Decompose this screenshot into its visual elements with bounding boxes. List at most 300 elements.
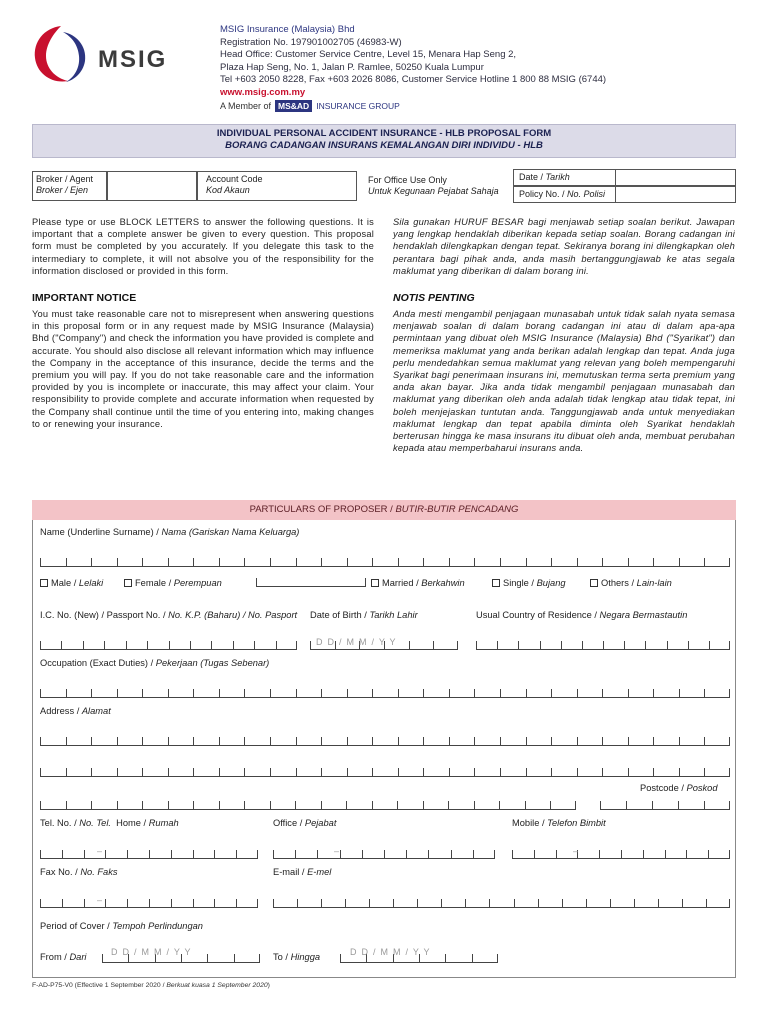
comb-tick: [704, 689, 705, 697]
comb-tick: [372, 737, 373, 745]
to-date-placeholder: D D / M M / Y Y: [350, 947, 430, 957]
comb-tick: [149, 850, 150, 858]
comb-tick: [219, 689, 220, 697]
comb-tick: [514, 899, 515, 907]
comb-tick: [628, 558, 629, 566]
comb-tick: [628, 737, 629, 745]
comb-tick: [190, 641, 191, 649]
comb-tick: [652, 801, 653, 809]
email-label-my: E-mel: [307, 867, 332, 877]
ic-passport-label: [40, 610, 297, 620]
comb-tick: [500, 768, 501, 776]
postcode-label: [640, 783, 718, 793]
comb-tick: [472, 954, 473, 962]
comb-tick: [474, 801, 475, 809]
comb-tick: [372, 768, 373, 776]
comb-tick: [321, 899, 322, 907]
comb-tick: [171, 899, 172, 907]
occupation-input[interactable]: [40, 689, 730, 698]
comb-tick: [40, 689, 41, 697]
comb-tick: [538, 899, 539, 907]
comb-tick: [257, 899, 258, 907]
comb-tick: [551, 768, 552, 776]
comb-tick: [168, 737, 169, 745]
policy-number-label-en: Policy No. /: [519, 189, 568, 199]
name-label-en: Name (Underline Surname) /: [40, 527, 162, 537]
comb-tick: [168, 558, 169, 566]
comb-tick: [686, 850, 687, 858]
comb-tick: [653, 737, 654, 745]
married-label-en: Married /: [382, 578, 422, 588]
country-input[interactable]: [476, 641, 730, 650]
name-label: [40, 527, 299, 537]
important-notice-heading: IMPORTANT NOTICE: [32, 292, 137, 304]
comb-tick: [518, 641, 519, 649]
account-code-label-my: Kod Akaun: [206, 185, 250, 195]
company-details: [220, 24, 606, 99]
comb-tick: [219, 768, 220, 776]
comb-tick: [244, 768, 245, 776]
insurance-group-label: INSURANCE GROUP: [316, 101, 400, 111]
comb-tick: [679, 558, 680, 566]
comb-tick: [91, 801, 92, 809]
comb-tick: [423, 737, 424, 745]
comb-tick: [193, 850, 194, 858]
comb-tick: [61, 641, 62, 649]
comb-tick: [193, 801, 194, 809]
comb-tick: [193, 737, 194, 745]
comb-tick: [398, 768, 399, 776]
comb-tick: [211, 641, 212, 649]
others-label-en: Others /: [601, 578, 637, 588]
comb-tick: [704, 558, 705, 566]
comb-tick: [295, 801, 296, 809]
comb-tick: [602, 558, 603, 566]
comb-tick: [575, 801, 576, 809]
comb-tick: [526, 558, 527, 566]
comb-tick: [193, 689, 194, 697]
mobile-input[interactable]: [512, 850, 730, 859]
comb-tick: [449, 768, 450, 776]
particulars-header-en: PARTICULARS OF PROPOSER /: [249, 504, 396, 515]
dob-label-en: Date of Birth /: [310, 610, 370, 620]
comb-tick: [708, 850, 709, 858]
comb-tick: [345, 899, 346, 907]
gender-female-option[interactable]: [124, 578, 222, 588]
broker-label: [36, 174, 93, 196]
comb-tick: [91, 737, 92, 745]
single-label-en: Single /: [503, 578, 537, 588]
occupation-label-my: Pekerjaan (Tugas Sebenar): [155, 658, 270, 668]
comb-tick: [398, 558, 399, 566]
gender-underline: [256, 578, 366, 587]
ic-label-my: No. K.P. (Baharu) / No. Pasport: [168, 610, 298, 620]
married-checkbox[interactable]: [371, 579, 379, 587]
comb-tick: [244, 737, 245, 745]
comb-tick: [147, 641, 148, 649]
comb-tick: [40, 801, 41, 809]
fax-label-en: Fax No. /: [40, 867, 81, 877]
comb-tick: [624, 641, 625, 649]
occupation-label: [40, 658, 269, 668]
address-label-my: Alamat: [81, 706, 111, 716]
from-label-en: From /: [40, 952, 70, 962]
website-link[interactable]: www.msig.com.my: [220, 86, 306, 98]
comb-tick: [142, 768, 143, 776]
form-code-footer: [32, 982, 270, 989]
msig-logo-icon: [30, 24, 92, 84]
policy-divider: [615, 169, 616, 203]
from-label: [40, 952, 87, 962]
comb-tick: [489, 899, 490, 907]
comb-tick: [296, 768, 297, 776]
comb-tick: [117, 558, 118, 566]
comb-tick: [634, 899, 635, 907]
comb-tick: [296, 737, 297, 745]
comb-tick: [142, 689, 143, 697]
address-label-en: Address /: [40, 706, 82, 716]
home-tel-input[interactable]: [40, 850, 258, 859]
comb-tick: [428, 850, 429, 858]
comb-tick: [273, 850, 274, 858]
comb-tick: [66, 689, 67, 697]
period-label-en: Period of Cover /: [40, 921, 113, 931]
comb-tick: [321, 689, 322, 697]
comb-tick: [105, 850, 106, 858]
comb-tick: [645, 641, 646, 649]
fax-label: [40, 867, 118, 877]
comb-tick: [474, 737, 475, 745]
tel-label: [40, 818, 179, 828]
comb-tick: [193, 899, 194, 907]
comb-tick: [474, 689, 475, 697]
comb-tick: [168, 689, 169, 697]
comb-tick: [105, 899, 106, 907]
comb-tick: [244, 558, 245, 566]
comb-tick: [653, 558, 654, 566]
comb-tick: [296, 641, 297, 649]
comb-tick: [347, 768, 348, 776]
comb-tick: [91, 768, 92, 776]
single-checkbox[interactable]: [492, 579, 500, 587]
address-line-2-input[interactable]: [40, 768, 730, 777]
home-tel-dash: –: [97, 846, 103, 856]
comb-tick: [171, 850, 172, 858]
comb-tick: [91, 689, 92, 697]
comb-tick: [582, 641, 583, 649]
comb-tick: [628, 768, 629, 776]
comb-tick: [653, 768, 654, 776]
comb-tick: [365, 578, 366, 586]
comb-tick: [66, 558, 67, 566]
comb-tick: [626, 801, 627, 809]
head-office-line-1: Head Office: Customer Service Centre, Level 15, Menara Hap Seng 2,: [220, 49, 517, 60]
address-label: [40, 706, 111, 716]
comb-tick: [667, 641, 668, 649]
mobile-label-my: Telefon Bimbit: [547, 818, 606, 828]
comb-tick: [347, 558, 348, 566]
female-label-en: Female /: [135, 578, 174, 588]
msad-badge: MS&AD: [275, 100, 312, 112]
form-title-bar: [32, 124, 736, 158]
from-label-my: Dari: [69, 952, 87, 962]
comb-tick: [706, 899, 707, 907]
comb-tick: [602, 768, 603, 776]
comb-tick: [678, 801, 679, 809]
comb-tick: [665, 850, 666, 858]
date-label-my: Tarikh: [545, 172, 570, 182]
particulars-header: [32, 500, 736, 520]
comb-tick: [91, 558, 92, 566]
mobile-label: [512, 818, 606, 828]
address-line-1-input[interactable]: [40, 737, 730, 746]
notice-malay: Anda mesti mengambil penjagaan munasabah untuk tidak salah nyata semasa menjawab soalan di dalam borang cadangan ini atau di dalam apa-apa permintaan yang dibuat oleh MSIG Insurance (Malaysia) Bhd ("Syarikat") dan memeriksa maklumat yang anda berikan adalah lengkap dan tepat. Anda juga perlu mendedahkan semua maklumat yang relevan yang boleh mempengaruhi Syarikat bagi penerimaan insurans ini, memutuskan terma serta premium yang anda akan bayar. Jika anda tidak mengambil penjagaan munasabah dan maklumat yang diberikan oleh anda adalah tidak lengkap atau tidak tepat, ini boleh menjejaskan tuntutan anda. Tanggungjawab anda untuk menyediakan maklumat lengkap dan tepat apabila diminta oleh Syarikat hendaklah berterusan hingga ke masa insurans itu dibuat oleh anda, membuat perubahan kepada atau memperbaharui insurans anda.: [393, 309, 735, 454]
comb-tick: [236, 850, 237, 858]
comb-tick: [102, 954, 103, 962]
comb-tick: [534, 850, 535, 858]
comb-tick: [628, 689, 629, 697]
postcode-input[interactable]: [600, 801, 730, 810]
comb-tick: [423, 801, 424, 809]
comb-tick: [270, 737, 271, 745]
address-line-3-input[interactable]: [40, 801, 576, 810]
comb-tick: [441, 899, 442, 907]
comb-tick: [168, 768, 169, 776]
period-of-cover-label: [40, 921, 203, 931]
comb-tick: [603, 641, 604, 649]
office-tel-label: [273, 818, 336, 828]
comb-tick: [40, 737, 41, 745]
comb-tick: [219, 558, 220, 566]
dob-placeholder: D D / M M / Y Y: [316, 637, 396, 647]
msig-wordmark: MSIG: [98, 46, 168, 73]
comb-tick: [682, 899, 683, 907]
comb-tick: [525, 801, 526, 809]
comb-tick: [526, 768, 527, 776]
comb-tick: [40, 850, 41, 858]
comb-tick: [704, 768, 705, 776]
comb-tick: [602, 737, 603, 745]
comb-tick: [127, 899, 128, 907]
comb-tick: [409, 641, 410, 649]
comb-tick: [729, 850, 730, 858]
tel-label-en: Tel. No. /: [40, 818, 80, 828]
footer-code-en: F-AD-P75-V0 (Effective 1 September 2020 /: [32, 982, 167, 989]
comb-tick: [66, 801, 67, 809]
form-title-english: INDIVIDUAL PERSONAL ACCIDENT INSURANCE - HLB PROPOSAL FORM: [216, 128, 552, 139]
comb-tick: [257, 850, 258, 858]
comb-tick: [423, 689, 424, 697]
female-checkbox[interactable]: [124, 579, 132, 587]
comb-tick: [562, 899, 563, 907]
comb-tick: [347, 689, 348, 697]
comb-tick: [117, 737, 118, 745]
comb-tick: [270, 801, 271, 809]
comb-tick: [40, 899, 41, 907]
comb-tick: [551, 558, 552, 566]
comb-tick: [142, 737, 143, 745]
office-tel-label-en: Office /: [273, 818, 305, 828]
comb-tick: [729, 737, 730, 745]
comb-tick: [310, 641, 311, 649]
comb-tick: [473, 850, 474, 858]
comb-tick: [540, 641, 541, 649]
marital-married-option[interactable]: [371, 578, 465, 588]
comb-tick: [142, 801, 143, 809]
comb-tick: [347, 737, 348, 745]
comb-tick: [321, 558, 322, 566]
comb-tick: [317, 850, 318, 858]
office-tel-input[interactable]: [273, 850, 495, 859]
office-use-label-my: Untuk Kegunaan Pejabat Sahaja: [368, 186, 499, 196]
broker-label-my: Broker / Ejen: [36, 185, 89, 195]
male-checkbox[interactable]: [40, 579, 48, 587]
name-input[interactable]: [40, 558, 730, 567]
comb-tick: [117, 801, 118, 809]
comb-tick: [270, 558, 271, 566]
comb-tick: [448, 801, 449, 809]
comb-tick: [398, 737, 399, 745]
comb-tick: [679, 768, 680, 776]
comb-tick: [704, 801, 705, 809]
comb-tick: [40, 641, 41, 649]
comb-tick: [600, 801, 601, 809]
married-label-my: Berkahwin: [421, 578, 465, 588]
others-checkbox[interactable]: [590, 579, 598, 587]
comb-tick: [276, 641, 277, 649]
comb-tick: [149, 899, 150, 907]
ic-label-en: I.C. No. (New) / Passport No. /: [40, 610, 169, 620]
gender-male-option[interactable]: [40, 578, 103, 588]
comb-tick: [270, 768, 271, 776]
email-label: [273, 867, 331, 877]
fax-input[interactable]: [40, 899, 258, 908]
to-label-en: To /: [273, 952, 291, 962]
comb-tick: [62, 899, 63, 907]
comb-tick: [500, 737, 501, 745]
comb-tick: [126, 641, 127, 649]
home-label-my: Rumah: [148, 818, 179, 828]
comb-tick: [193, 558, 194, 566]
office-tel-dash: –: [334, 846, 340, 856]
comb-tick: [449, 737, 450, 745]
comb-tick: [340, 850, 341, 858]
office-use-label-en: For Office Use Only: [368, 175, 447, 185]
occupation-label-en: Occupation (Exact Duties) /: [40, 658, 156, 668]
comb-tick: [577, 689, 578, 697]
email-input[interactable]: [273, 899, 730, 908]
dob-label: [310, 610, 418, 620]
comb-tick: [577, 768, 578, 776]
comb-tick: [474, 558, 475, 566]
comb-tick: [256, 578, 257, 586]
comb-tick: [497, 954, 498, 962]
comb-tick: [62, 850, 63, 858]
comb-tick: [393, 899, 394, 907]
comb-tick: [709, 641, 710, 649]
comb-tick: [457, 641, 458, 649]
comb-tick: [254, 641, 255, 649]
comb-tick: [526, 737, 527, 745]
policy-number-label-my: No. Polisi: [567, 189, 606, 199]
contact-numbers: Tel +603 2050 8228, Fax +603 2026 8086, Customer Service Hotline 1 800 88 MSIG (6744): [220, 74, 607, 85]
comb-tick: [321, 737, 322, 745]
single-label-my: Bujang: [536, 578, 566, 588]
country-label: [476, 610, 687, 620]
comb-tick: [417, 899, 418, 907]
dob-label-my: Tarikh Lahir: [369, 610, 418, 620]
comb-tick: [729, 801, 730, 809]
home-label-en: Home /: [116, 818, 149, 828]
comb-tick: [577, 558, 578, 566]
comb-tick: [397, 801, 398, 809]
comb-tick: [551, 737, 552, 745]
footer-close: ): [267, 982, 270, 989]
comb-tick: [423, 768, 424, 776]
comb-tick: [117, 768, 118, 776]
comb-tick: [688, 641, 689, 649]
country-label-en: Usual Country of Residence /: [476, 610, 600, 620]
ic-passport-input[interactable]: [40, 641, 297, 650]
comb-tick: [297, 899, 298, 907]
comb-tick: [84, 850, 85, 858]
comb-tick: [321, 801, 322, 809]
office-use-label: [368, 175, 499, 197]
comb-tick: [169, 641, 170, 649]
comb-tick: [449, 558, 450, 566]
comb-tick: [423, 558, 424, 566]
others-label-my: Lain-lain: [636, 578, 672, 588]
comb-tick: [142, 558, 143, 566]
comb-tick: [704, 737, 705, 745]
comb-tick: [729, 558, 730, 566]
comb-tick: [679, 689, 680, 697]
tel-label-my: No. Tel.: [79, 818, 111, 828]
comb-tick: [451, 850, 452, 858]
comb-tick: [577, 737, 578, 745]
mobile-dash: –: [573, 846, 579, 856]
notice-english: You must take reasonable care not to misrepresent when answering questions in this proposal form or in any request made by MSIG Insurance (Malaysia) Bhd ("Company") and check the information you have provided is complete and accurate. You should also disclose all relevant information which may influence the Company in the acceptance of this insurance, decide the terms and the premium you will pay. If you do not take reasonable care and the information provided by you is incomplete or inaccurate, this may affect your claim. Your responsibility to provide complete and accurate information when requested by the Company shall continue until the time of you entering into, making changes to or renewing your insurance.: [32, 309, 375, 429]
comb-tick: [193, 768, 194, 776]
comb-tick: [295, 850, 296, 858]
comb-tick: [586, 899, 587, 907]
registration-number: Registration No. 197901002705 (46983-W): [220, 36, 402, 48]
comb-tick: [219, 737, 220, 745]
comb-tick: [550, 801, 551, 809]
comb-tick: [273, 899, 274, 907]
country-label-my: Negara Bermastautin: [599, 610, 688, 620]
comb-tick: [117, 689, 118, 697]
comb-tick: [512, 850, 513, 858]
comb-tick: [500, 558, 501, 566]
comb-tick: [40, 768, 41, 776]
comb-tick: [259, 954, 260, 962]
from-date-placeholder: D D / M M / Y Y: [111, 947, 191, 957]
comb-tick: [244, 689, 245, 697]
head-office-line-2: Plaza Hap Seng, No. 1, Jalan P. Ramlee, 50250 Kuala Lumpur: [220, 61, 484, 73]
comb-tick: [236, 899, 237, 907]
marital-others-option[interactable]: [590, 578, 672, 588]
comb-tick: [499, 801, 500, 809]
comb-tick: [233, 641, 234, 649]
comb-tick: [729, 689, 730, 697]
comb-tick: [500, 689, 501, 697]
account-code-label: [206, 174, 263, 196]
broker-input-box[interactable]: [107, 171, 197, 201]
marital-single-option[interactable]: [492, 578, 566, 588]
comb-tick: [372, 558, 373, 566]
name-label-my: Nama (Gariskan Nama Keluarga): [161, 527, 300, 537]
